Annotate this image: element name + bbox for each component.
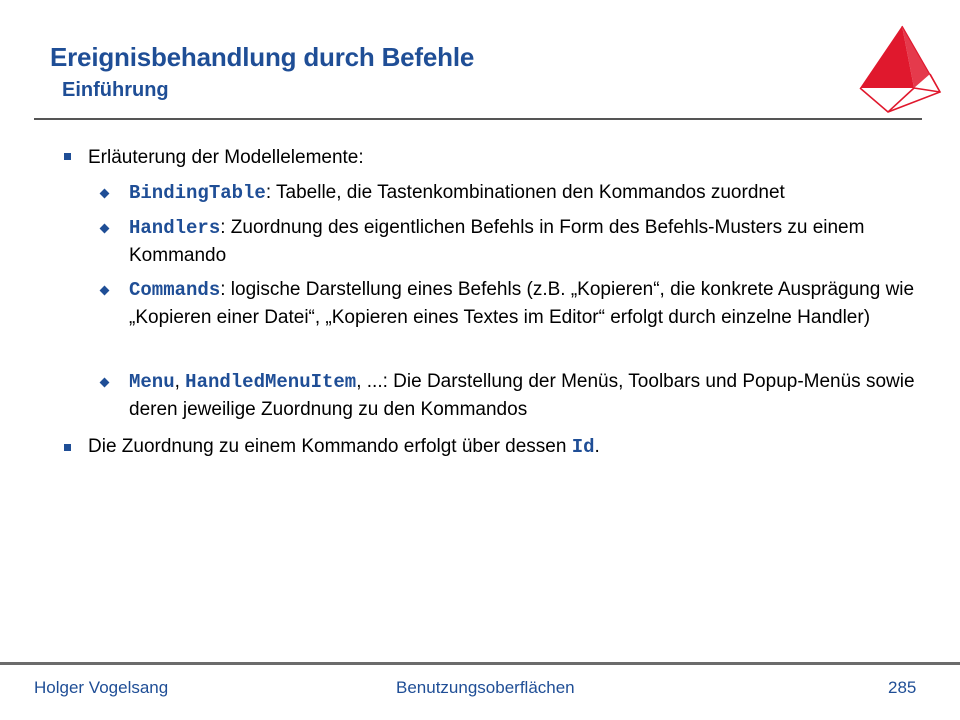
title-divider xyxy=(34,118,922,120)
bullet-text-end: . xyxy=(594,436,600,457)
square-bullet-icon xyxy=(64,444,71,451)
bullet-text: Die Zuordnung zu einem Kommando erfolgt über dessen xyxy=(88,436,572,457)
bullet-text: : logische Darstellung eines Befehls (z.B. „Kopieren“, die konkrete Ausprägung wie „Kopieren einer Datei“, „Kopieren eines Textes im Editor“ erfolgt durch einzelne Handler) xyxy=(129,279,915,328)
footer-course: Benutzungsoberflächen xyxy=(396,678,575,697)
footer-divider xyxy=(0,662,960,665)
diamond-bullet-icon xyxy=(100,224,110,234)
bullet-text: : Zuordnung des eigentlichen Befehls in Form des Befehls-Musters zu einem Kommando xyxy=(129,217,865,266)
code-term: BindingTable xyxy=(129,182,266,204)
code-term: Id xyxy=(571,436,595,458)
footer-author: Holger Vogelsang xyxy=(34,678,169,697)
code-term: Handlers xyxy=(129,217,221,239)
code-term: Commands xyxy=(129,279,221,301)
separator-text: , xyxy=(174,371,186,392)
bullet-text: , ...: Die Darstellung der Menüs, Toolbars und Popup-Menüs sowie deren jeweilige Zuordnung zu den Kommandos xyxy=(129,371,915,420)
sub-bullet-commands xyxy=(129,276,919,332)
footer-page-number: 285 xyxy=(888,678,917,697)
diamond-bullet-icon xyxy=(100,378,110,388)
bullet-text: : Tabelle, die Tastenkombinationen den Kommandos zuordnet xyxy=(265,182,785,203)
diamond-bullet-icon xyxy=(100,286,110,296)
bullet-text: Erläuterung der Modellelemente: xyxy=(88,147,364,168)
bullet-item-assignment xyxy=(88,433,918,461)
code-term: Menu xyxy=(129,371,175,393)
red-triangle-sail-logo-icon xyxy=(852,22,942,120)
sub-bullet-menu xyxy=(129,368,919,424)
code-term: HandledMenuItem xyxy=(185,371,357,393)
sub-bullet-handlers xyxy=(129,214,919,270)
diamond-bullet-icon xyxy=(100,189,110,199)
slide-title: Ereignisbehandlung durch Befehle xyxy=(50,42,475,72)
slide-subtitle: Einführung xyxy=(62,79,169,101)
bullet-item-explanation xyxy=(88,144,918,172)
sub-bullet-bindingtable xyxy=(129,179,919,207)
square-bullet-icon xyxy=(64,153,71,160)
